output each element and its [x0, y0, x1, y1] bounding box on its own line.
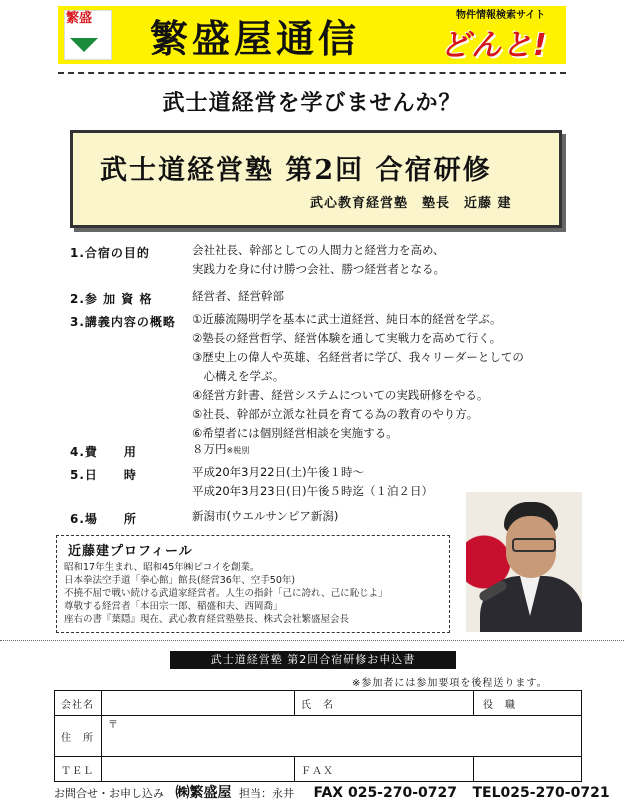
company-field[interactable] [102, 691, 295, 716]
company-name: ㈱繁盛屋 [175, 785, 232, 801]
item-label-eligibility: 2.参 加 資 格 [70, 292, 153, 306]
item-value-venue: 新潟市(ウエルサンピア新潟) [192, 509, 339, 523]
contact-label: お問合せ・お申し込み [54, 787, 164, 800]
tel-field[interactable] [102, 757, 295, 782]
seminar-title: 武士道経営塾 第2回 合宿研修 [100, 155, 492, 186]
tel-number: TEL025-270-0721 [472, 785, 610, 801]
glasses-icon [512, 538, 556, 552]
fax-field[interactable] [474, 757, 582, 782]
address-label: 住 所 [55, 716, 102, 757]
person-in-charge: 担当：永井 [239, 787, 294, 800]
profile-line: 尊敬する経営者「本田宗一郎、稲盛和夫、西岡喬」 [64, 601, 283, 612]
form-note: ※参加者には参加要項を後程送ります。 [352, 678, 548, 689]
item-label-datetime: 5.日 時 [70, 468, 137, 482]
item-value-eligibility: 経営者、経営幹部 [192, 289, 284, 303]
fax-label: ＦＡＸ [295, 757, 474, 782]
headline: 武士道経営を学びませんか？ [162, 91, 462, 116]
application-form-title: 武士道経営塾 第2回合宿研修お申込書 [170, 651, 456, 669]
address-field[interactable] [102, 716, 582, 757]
donto-logo: どんと! [440, 28, 548, 63]
tel-label: ＴＥＬ [55, 757, 102, 782]
logo-text: 繁盛 [66, 11, 93, 26]
seminar-host: 武心教育経営塾 塾長 近藤 建 [310, 196, 512, 211]
newsletter-title: 繁盛屋通信 [150, 16, 361, 61]
cut-line [0, 640, 624, 641]
footer-contact [54, 782, 610, 802]
position-label: 役 職 [474, 691, 523, 716]
item-label-venue: 6.場 所 [70, 512, 137, 526]
company-label: 会社名 [55, 691, 102, 716]
item-label-purpose: 1.合宿の目的 [70, 246, 150, 260]
postal-mark: 〒 [108, 720, 119, 731]
kondo-photo [466, 492, 582, 632]
name-label: 氏 名 [295, 691, 342, 716]
item-label-fee: 4.費 用 [70, 445, 137, 459]
profile-line: 日本拳法空手道「拳心館」館長(経営36年、空手50年) [64, 575, 296, 586]
name-field[interactable] [341, 691, 474, 716]
header-divider [58, 72, 566, 74]
item-value-fee: ８万円※税別 [192, 442, 250, 456]
site-caption: 物件情報検索サイト [456, 10, 546, 21]
item-value-datetime: 平成20年3月22日(土)午後１時～ 平成20年3月23日(日)午後５時迄（１泊２日） [192, 465, 434, 498]
application-form [54, 690, 582, 782]
profile-line: 昭和17年生まれ、昭和45年㈱ピコイを創業。 [64, 562, 260, 573]
profile-line: 座右の書『葉隠』現在、武心教育経営塾塾長、株式会社繁盛屋会長 [64, 614, 350, 625]
item-value-purpose: 会社社長、幹部としての人間力と経営力を高め、 実践力を身に付け勝つ会社、勝つ経営者となる。 [192, 243, 445, 276]
item-value-outline: ①近藤流陽明学を基本に武士道経営、純日本的経営を学ぶ。 ②塾長の経営哲学、経営体験を通して実戦力を高めて行く。 ③歴史上の偉人や英雄、名経営者に学び、我々リーダーとしての 心構えを学ぶ。 ④経営方針書、経営システムについての実践研修をやる。 ⑤社長、幹部が立派な社員を育てる為の教育のやり方。 ⑥希望者には個別経営相談を実施する。 [192, 312, 524, 440]
logo-triangle-icon [70, 38, 98, 52]
item-label-outline: 3.講義内容の概略 [70, 315, 176, 329]
position-field[interactable] [522, 691, 582, 716]
profile-title: 近藤建プロフィール [68, 544, 193, 559]
fax-number: FAX 025-270-0727 [313, 785, 457, 801]
profile-line: 不撓不屈で戦い続ける武道家経営者。人生の指針「己に誇れ、己に恥じよ」 [64, 588, 388, 599]
